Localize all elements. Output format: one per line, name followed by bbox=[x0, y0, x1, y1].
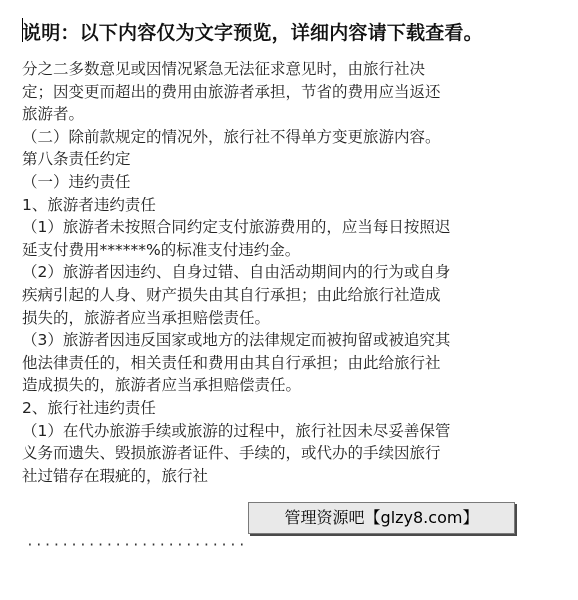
body-line: 定；因变更而超出的费用由旅游者承担，节省的费用应当返还 bbox=[22, 82, 441, 101]
body-line: 损失的，旅游者应当承担赔偿责任。 bbox=[22, 308, 271, 327]
body-line: 他法律责任的，相关责任和费用由其自行承担；由此给旅行社 bbox=[22, 353, 441, 372]
preview-notice: 说明：以下内容仅为文字预览，详细内容请下载查看。 bbox=[22, 22, 483, 44]
section-heading: 第八条责任约定 bbox=[22, 150, 131, 169]
body-line: 社过错存在瑕疵的，旅行社 bbox=[22, 466, 209, 485]
watermark-banner[interactable]: 管理资源吧【glzy8.com】 bbox=[248, 502, 515, 534]
body-line: （1）旅游者未按照合同约定支付旅游费用的，应当每日按照迟 bbox=[22, 218, 451, 237]
body-line: 造成损失的，旅游者应当承担赔偿责任。 bbox=[22, 376, 302, 395]
body-line: （2）旅游者因违约、自身过错、自由活动期间内的行为或自身 bbox=[22, 263, 451, 282]
item-heading: 1、旅游者违约责任 bbox=[22, 195, 156, 214]
body-line: 旅游者。 bbox=[22, 105, 85, 124]
truncation-ellipsis: ························· bbox=[26, 538, 247, 553]
body-line: （1）在代办旅游手续或旅游的过程中，旅行社因未尽妥善保管 bbox=[22, 421, 451, 440]
subsection-heading: （一）违约责任 bbox=[22, 172, 131, 191]
body-line: 疾病引起的人身、财产损失由其自行承担；由此给旅行社造成 bbox=[22, 285, 441, 304]
item-heading: 2、旅行社违约责任 bbox=[22, 398, 156, 417]
body-line: （3）旅游者因违反国家或地方的法律规定而被拘留或被追究其 bbox=[22, 331, 451, 350]
body-line: 分之二多数意见或因情况紧急无法征求意见时，由旅行社决 bbox=[22, 60, 426, 78]
body-line: 义务而遗失、毁损旅游者证件、手续的，或代办的手续因旅行 bbox=[22, 444, 441, 463]
body-line: 延支付费用******%的标准支付违约金。 bbox=[22, 240, 301, 259]
body-line: （二）除前款规定的情况外，旅行社不得单方变更旅游内容。 bbox=[22, 127, 441, 146]
document-body bbox=[22, 58, 552, 487]
